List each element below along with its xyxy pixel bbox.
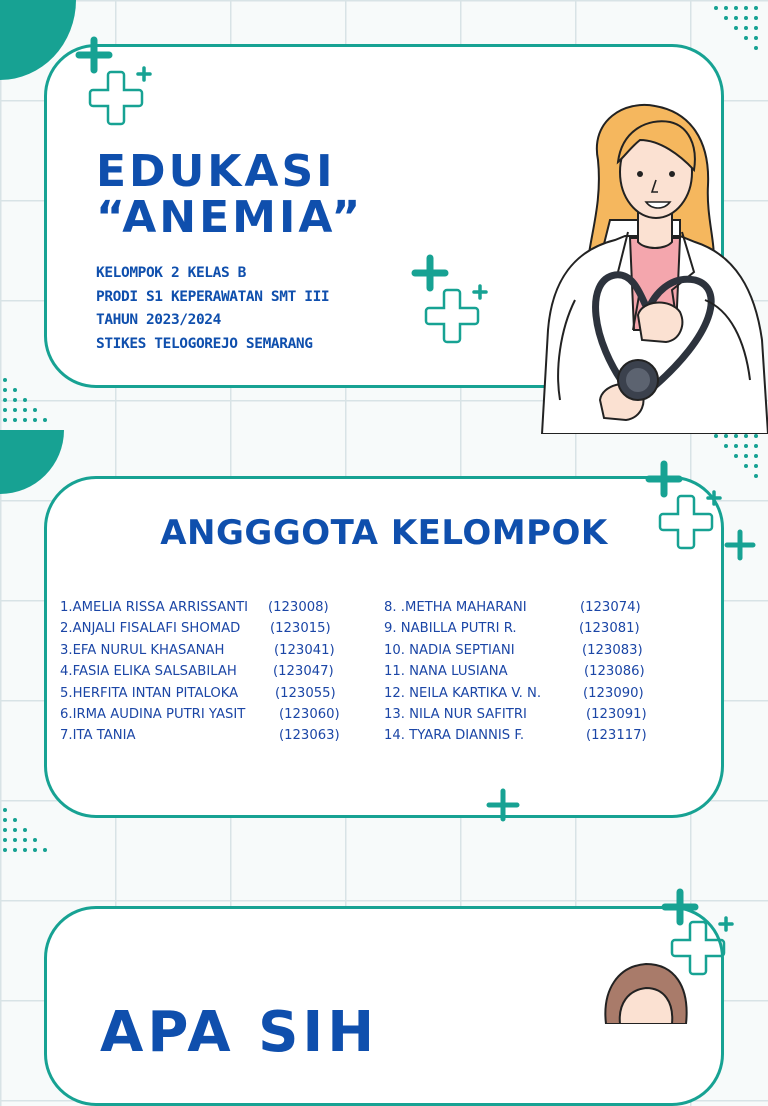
plus-icon (486, 788, 520, 822)
member-name: 2.ANJALI FISALAFI SHOMAD (60, 621, 241, 637)
member-item (384, 683, 664, 704)
member-id: (123090) (583, 685, 644, 701)
member-name: 1.AMELIA RISSA ARRISSANTI (60, 600, 249, 615)
member-item (60, 683, 360, 704)
dot-grid-decoration (0, 376, 56, 426)
member-item (384, 661, 664, 682)
member-name: 3.EFA NURUL KHASANAH (60, 642, 225, 658)
member-item (60, 704, 360, 725)
member-name: 4.FASIA ELIKA SALSABILAH (60, 664, 237, 680)
info-line: PRODI S1 KEPERAWATAN SMT III (96, 288, 330, 305)
member-item (384, 725, 664, 746)
plus-cluster-icon (74, 36, 158, 140)
member-name: 6.IRMA AUDINA PUTRI YASIT (60, 707, 246, 723)
member-item (384, 640, 664, 661)
next-slide-title: APA SIH (100, 1000, 379, 1065)
member-name: 10. NADIA SEPTIANI (384, 642, 515, 658)
member-id: (123015) (270, 621, 331, 637)
member-item (60, 725, 360, 746)
info-line: STIKES TELOGOREJO SEMARANG (96, 335, 313, 352)
info-line: KELOMPOK 2 KELAS B (96, 265, 246, 281)
title-line-2: “ANEMIA” (96, 192, 364, 243)
info-line: TAHUN 2023/2024 (96, 312, 221, 328)
member-item (384, 704, 664, 725)
title-line-1: EDUKASI (96, 146, 336, 197)
plus-cluster-icon (410, 254, 494, 358)
member-id: (123086) (584, 664, 645, 680)
member-item (60, 618, 360, 639)
member-name: 8. .METHA MAHARANI (384, 600, 527, 615)
member-item (384, 618, 664, 639)
member-item (384, 597, 664, 618)
member-id: (123047) (273, 664, 334, 680)
member-name: 13. NILA NUR SAFITRI (384, 707, 527, 723)
member-id: (123083) (582, 642, 643, 658)
member-id: (123041) (274, 642, 335, 658)
member-id: (123060) (279, 707, 340, 723)
member-name: 5.HERFITA INTAN PITALOKA (60, 685, 239, 701)
member-name: 7.ITA TANIA (60, 728, 136, 744)
member-item (60, 640, 360, 661)
member-id: (123091) (586, 707, 647, 723)
member-id: (123117) (586, 728, 647, 744)
member-id: (123008) (268, 600, 329, 615)
member-id: (123055) (275, 685, 336, 701)
member-id: (123063) (279, 728, 340, 744)
members-list-right (384, 597, 664, 747)
dot-grid-decoration (0, 806, 56, 858)
doctor-with-stethoscope-illustration (530, 100, 768, 434)
member-name: 14. TYARA DIANNIS F. (384, 728, 525, 744)
members-heading: ANGGGOTA KELOMPOK (160, 513, 608, 553)
group-info-list (96, 262, 329, 356)
dot-grid-decoration (712, 4, 768, 54)
member-id: (123074) (580, 600, 641, 615)
person-head-illustration (596, 960, 696, 1024)
member-item (60, 661, 360, 682)
member-item (60, 597, 360, 618)
member-name: 9. NABILLA PUTRI R. (384, 621, 517, 637)
member-name: 11. NANA LUSIANA (384, 664, 508, 680)
members-list-left (60, 597, 360, 747)
member-id: (123081) (579, 621, 640, 637)
member-name: 12. NEILA KARTIKA V. N. (384, 685, 542, 701)
teal-half-circle-decoration (0, 430, 66, 500)
